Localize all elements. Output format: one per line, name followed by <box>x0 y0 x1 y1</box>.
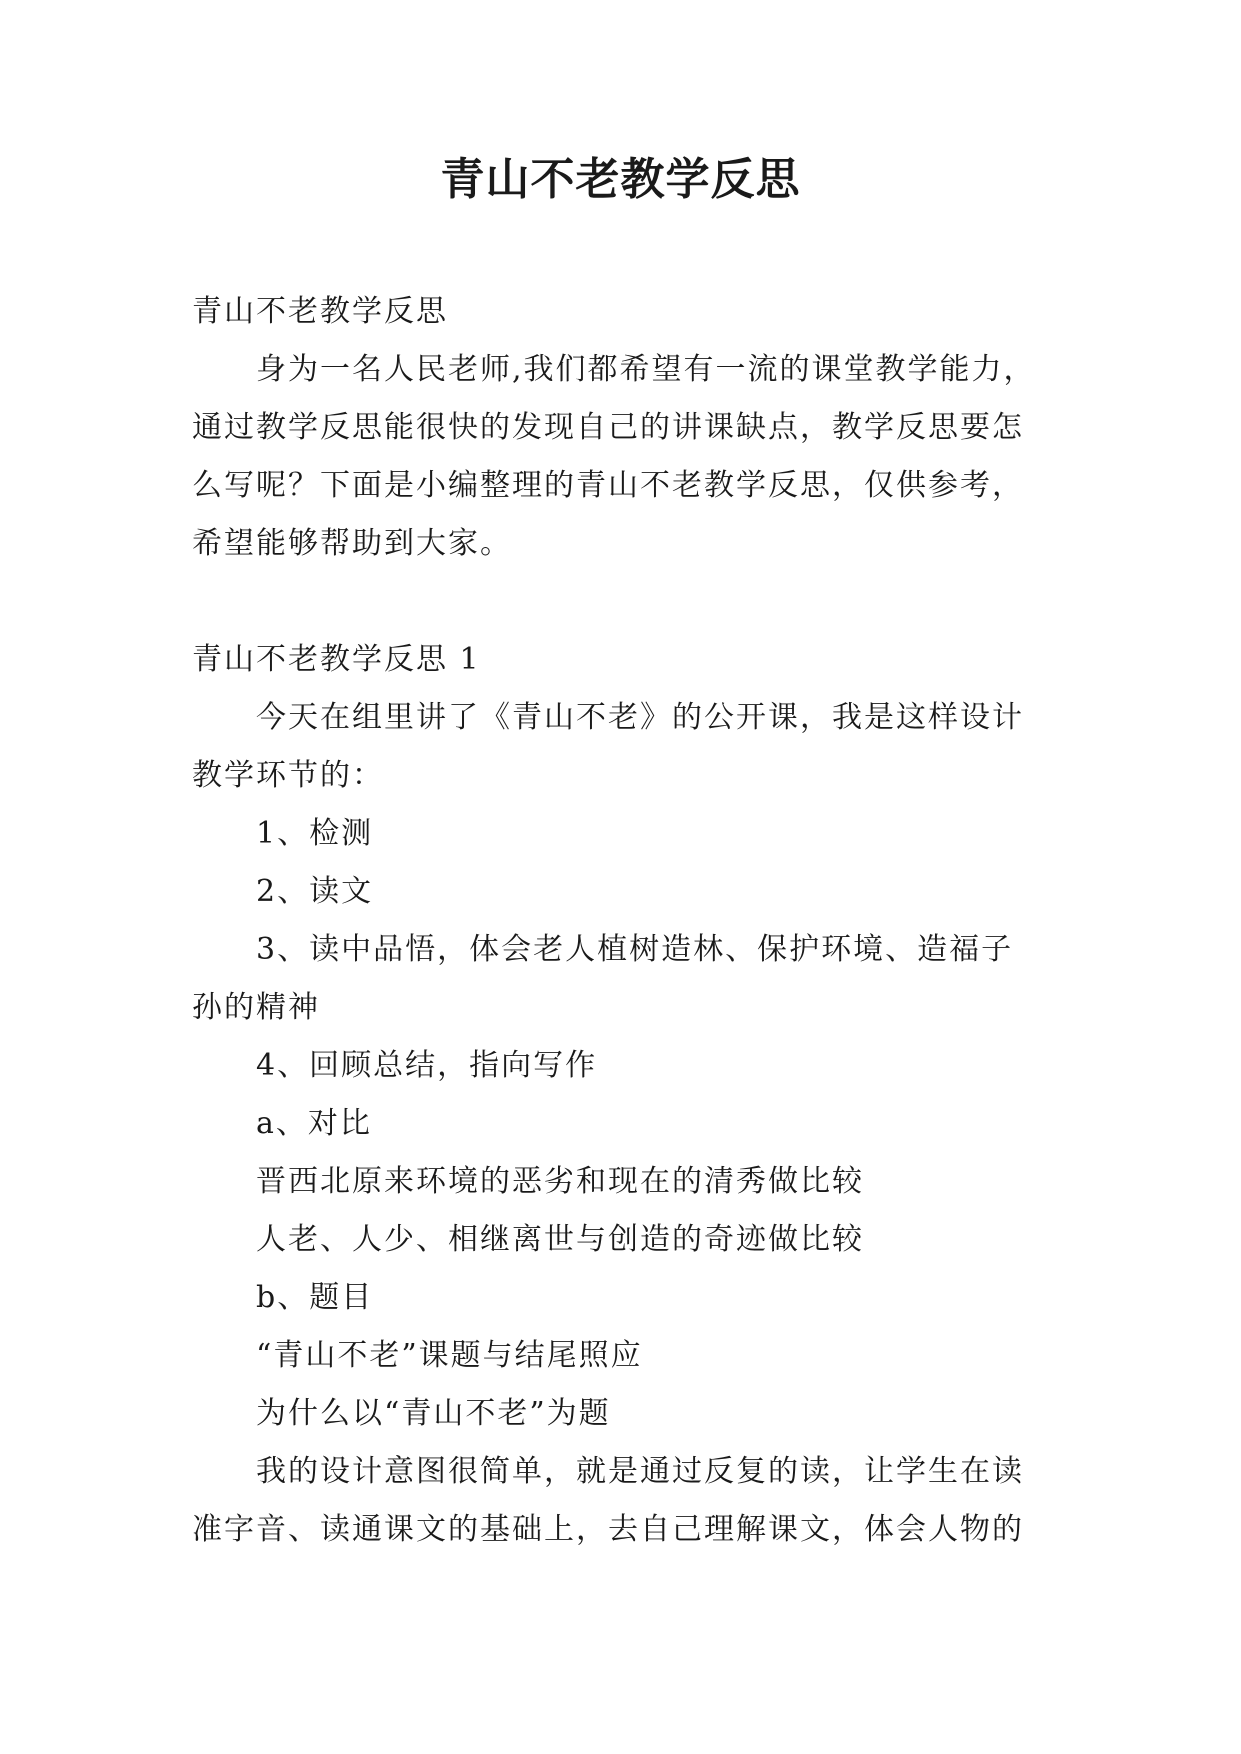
section-line: 孙的精神 <box>192 990 320 1025</box>
section-line: b、题目 <box>256 1280 374 1315</box>
section-line: 我的设计意图很简单，就是通过反复的读，让学生在读 <box>256 1454 1024 1489</box>
document-title: 青山不老教学反思 <box>440 154 801 205</box>
section-line: 2、读文 <box>256 874 374 909</box>
intro-line: 身为一名人民老师,我们都希望有一流的课堂教学能力， <box>256 352 1036 387</box>
section-heading: 青山不老教学反思 1 <box>192 642 481 677</box>
section-line: 今天在组里讲了《青山不老》的公开课，我是这样设计 <box>256 700 1024 735</box>
section-line: 3、读中品悟，体会老人植树造林、保护环境、造福子 <box>256 932 1014 967</box>
paragraph-gap <box>192 573 1062 631</box>
section-line: 晋西北原来环境的恶劣和现在的清秀做比较 <box>256 1164 864 1199</box>
section-line: 教学环节的： <box>192 758 384 793</box>
section-line: 为什么以“青山不老”为题 <box>256 1396 611 1431</box>
intro-line: 么写呢？下面是小编整理的青山不老教学反思，仅供参考， <box>192 468 1024 503</box>
section-line: 1、检测 <box>256 816 374 851</box>
intro-line: 希望能够帮助到大家。 <box>192 526 512 561</box>
section-line: 准字音、读通课文的基础上，去自己理解课文，体会人物的 <box>192 1512 1024 1547</box>
intro-heading: 青山不老教学反思 <box>192 294 448 329</box>
section-line: “青山不老”课题与结尾照应 <box>256 1338 643 1373</box>
section-line: a、对比 <box>256 1106 372 1141</box>
intro-line: 通过教学反思能很快的发现自己的讲课缺点，教学反思要怎 <box>192 410 1024 445</box>
section-line: 4、回顾总结，指向写作 <box>256 1048 598 1083</box>
document-body <box>192 283 1062 1559</box>
section-line: 人老、人少、相继离世与创造的奇迹做比较 <box>256 1222 864 1257</box>
